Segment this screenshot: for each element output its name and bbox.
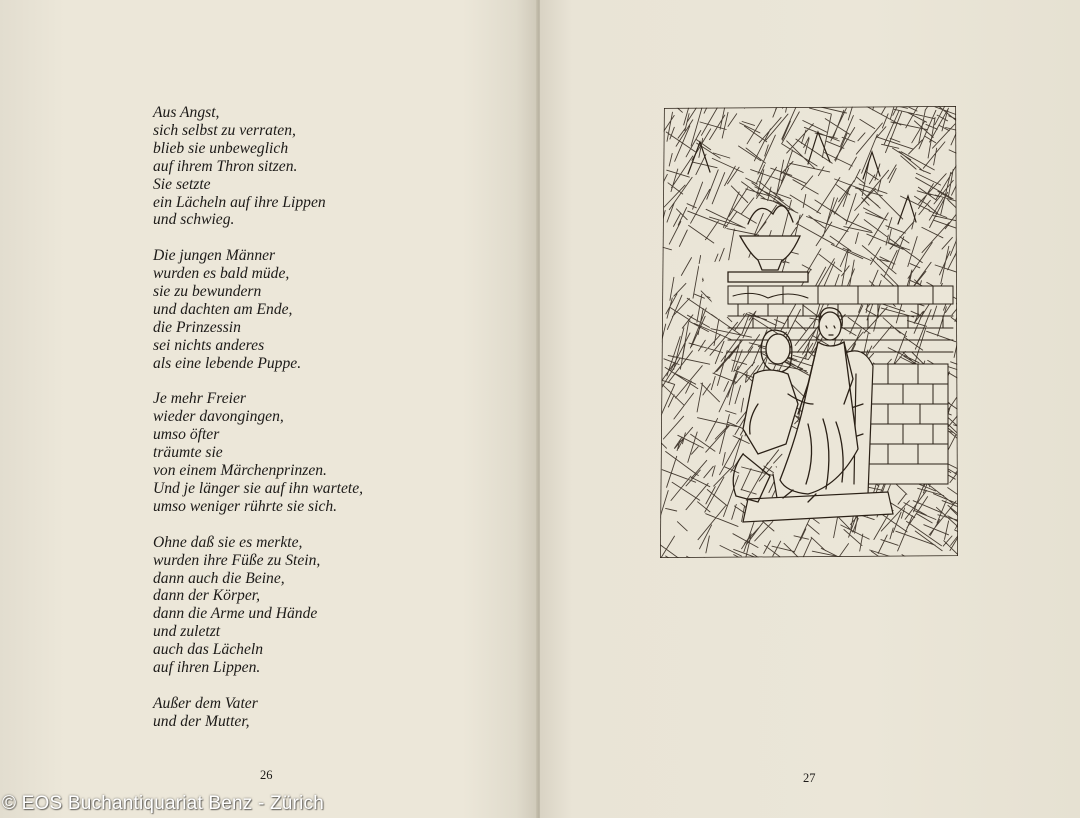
right-page-number: 27 (803, 771, 816, 785)
poem-line: sie zu bewundern (153, 283, 262, 301)
poem-line: blieb sie unbeweglich (153, 139, 289, 157)
poem-line: und dachten am Ende, (153, 300, 293, 318)
poem-line: auf ihrem Thron sitzen. (153, 157, 298, 175)
poem-line: Die jungen Männer (153, 247, 276, 265)
poem-line: dann die Arme und Hände (153, 605, 318, 623)
poem-line: Außer dem Vater (153, 694, 258, 712)
left-page (0, 0, 538, 818)
poem-line: sich selbst zu verraten, (153, 121, 296, 139)
poem-line: umso öfter (153, 426, 220, 444)
poem-line: und schwieg. (153, 211, 235, 229)
poem-line: von einem Märchenprinzen. (153, 462, 327, 480)
poem-line: und der Mutter, (153, 712, 250, 730)
poem-line: die Prinzessin (153, 318, 241, 336)
poem-line: Sie setzte (153, 175, 211, 193)
poem-stanza (153, 695, 513, 731)
poem-line: wieder davongingen, (153, 408, 284, 426)
left-page-number: 26 (260, 768, 273, 782)
poem-line: dann der Körper, (153, 587, 260, 605)
poem-line: auf ihren Lippen. (153, 659, 261, 677)
poem-line: Und je länger sie auf ihn wartete, (153, 480, 364, 497)
poem-line: Aus Angst, (153, 104, 220, 121)
poem-line: wurden es bald müde, (153, 265, 290, 283)
poem-line: träumte sie (153, 444, 223, 462)
poem-line: auch das Lächeln (153, 641, 264, 659)
poem-stanza (153, 104, 513, 229)
illustration (658, 104, 960, 560)
poem-line: wurden ihre Füße zu Stein, (153, 551, 321, 569)
poem-line: dann auch die Beine, (153, 569, 285, 587)
poem-line: als eine lebende Puppe. (153, 354, 302, 372)
poem-line: Je mehr Freier (153, 390, 246, 408)
poem-line: ein Lächeln auf ihre Lippen (153, 193, 326, 211)
poem-text (153, 104, 513, 749)
poem-line: Ohne daß sie es merkte, (153, 533, 303, 551)
poem-stanza (153, 247, 513, 372)
poem-stanza (153, 534, 513, 677)
poem-line: und zuletzt (153, 623, 221, 641)
poem-line: sei nichts anderes (153, 336, 265, 354)
poem-line: umso weniger rührte sie sich. (153, 497, 338, 515)
watermark: © EOS Buchantiquariat Benz - Zürich (2, 793, 324, 814)
poem-stanza (153, 390, 513, 515)
